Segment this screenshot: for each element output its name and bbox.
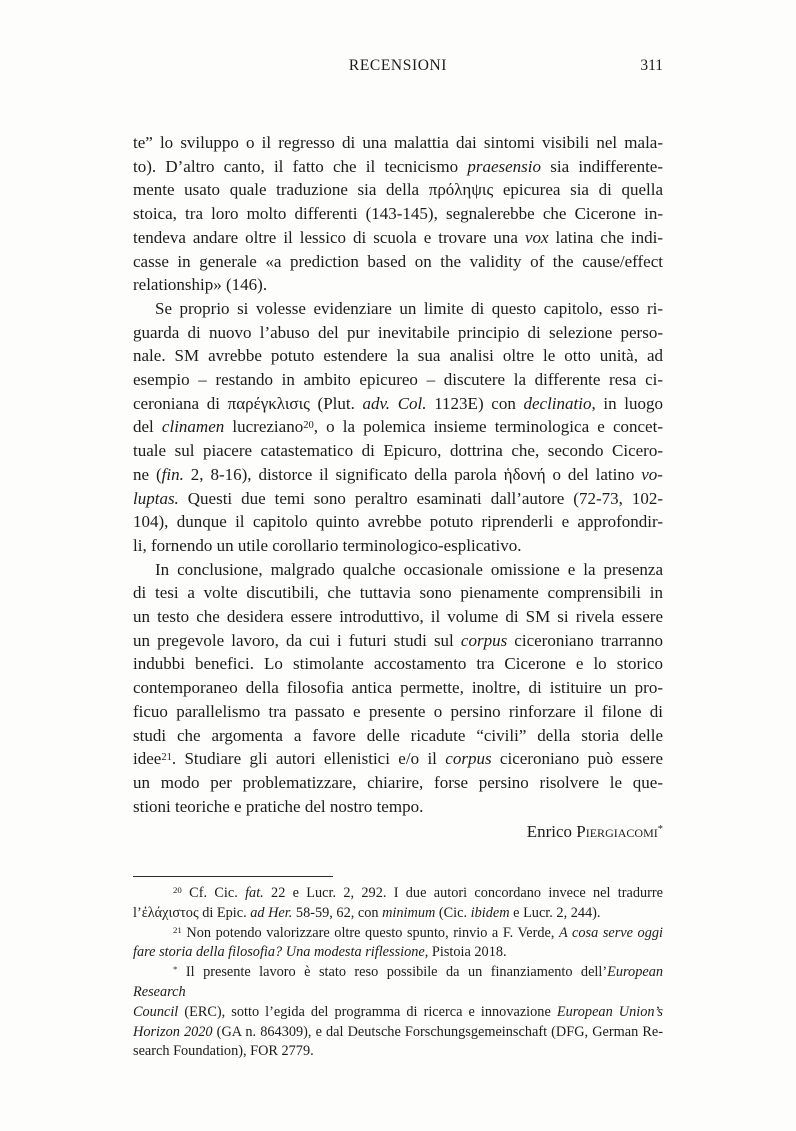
footnote-rule bbox=[133, 876, 333, 877]
text-run: ceroniana di παρέγκλισις (Plut. bbox=[133, 393, 363, 413]
text-line bbox=[133, 652, 663, 676]
text-line bbox=[133, 250, 663, 274]
italic-run: praesensio bbox=[467, 156, 542, 176]
text-run: sia indifferente- bbox=[541, 156, 664, 176]
text-run: l’ἐλάχιστος di Epic. bbox=[133, 904, 251, 921]
text-run: . Studiare gli autori ellenistici e/o il bbox=[171, 749, 446, 769]
text-run: stoica, tra loro molto differenti (143-145), segnalerebbe che Cicerone in- bbox=[133, 204, 663, 224]
text-line bbox=[133, 226, 663, 250]
text-run: mente usato quale traduzione sia della πρόληψις epicurea sia di quella bbox=[133, 180, 663, 200]
text-run: lucreziano bbox=[224, 417, 304, 437]
text-line bbox=[133, 202, 663, 226]
text-run: 22 e Lucr. 2, 292. I due autori concordano invece nel tradurre bbox=[263, 885, 663, 901]
footnote-line: * Il presente lavoro è stato reso possibile da un finanziamento dell’European Research bbox=[133, 964, 663, 1000]
text-run: di tesi a volte discutibili, che tuttavia sono pienamente comprensibili in bbox=[133, 583, 663, 603]
text-line: del clinamen lucreziano20, o la polemica insieme terminologica e concet- bbox=[133, 417, 663, 437]
italic-run: vox bbox=[524, 227, 549, 247]
text-run: tuale sul piacere catastematico di Epicuro, dottrina che, secondo Cicero- bbox=[133, 441, 663, 461]
italic-run: ad Her. bbox=[250, 904, 293, 921]
italic-run: European Union’s bbox=[556, 1003, 663, 1020]
italic-run: vo- bbox=[641, 464, 663, 484]
text-run: In conclusione, malgrado qualche occasionale omissione e la presenza bbox=[155, 559, 663, 579]
text-run: Non potendo valorizzare oltre questo spunto, rinvio a F. Verde, bbox=[181, 924, 560, 941]
running-head-title: RECENSIONI bbox=[348, 57, 448, 74]
text-run: contemporaneo della filosofia antica permette, inoltre, di istituire un pro- bbox=[133, 678, 663, 698]
text-run: stioni teoriche e pratiche del nostro tempo. bbox=[133, 796, 424, 816]
text-line bbox=[133, 463, 663, 487]
italic-run: corpus bbox=[460, 630, 508, 650]
text-run: Se proprio si volesse evidenziare un limite di questo capitolo, esso ri- bbox=[155, 298, 663, 318]
text-line bbox=[133, 629, 663, 653]
text-line bbox=[133, 131, 663, 155]
text-run: guarda di nuovo l’abuso del pur inevitabile principio di selezione perso- bbox=[133, 322, 663, 342]
text-line bbox=[133, 178, 663, 202]
italic-run: A cosa serve oggi bbox=[559, 924, 663, 941]
footnote-line bbox=[133, 1042, 663, 1062]
text-line bbox=[133, 558, 663, 582]
text-line bbox=[133, 344, 663, 368]
italic-run: adv. Col. bbox=[362, 393, 427, 413]
text-line bbox=[133, 439, 663, 463]
paragraph bbox=[133, 558, 663, 819]
text-run: nale. SM avrebbe potuto estendere la sua analisi oltre le otto unità, ad bbox=[133, 346, 663, 366]
text-run: Il presente lavoro è stato reso possibile da un finanziamento dell’ bbox=[177, 964, 608, 981]
italic-run: minimum bbox=[382, 904, 436, 921]
text-run: del bbox=[133, 417, 162, 437]
page-header bbox=[133, 57, 663, 79]
italic-run: corpus bbox=[445, 749, 492, 769]
text-run: studi che argomenta a favore delle ricadute “civili” della storia delle bbox=[133, 725, 663, 745]
text-run: indubbi benefici. Lo stimolante accostamento tra Cicerone e lo storico bbox=[133, 654, 663, 674]
text-line bbox=[133, 273, 663, 297]
text-line bbox=[133, 487, 663, 511]
text-run: un pregevole lavoro, da cui i futuri studi sul bbox=[133, 630, 461, 650]
text-run: idee bbox=[133, 749, 162, 769]
text-run: latina che indi- bbox=[548, 227, 663, 247]
italic-run: declinatio bbox=[523, 393, 592, 413]
text-run: e Lucr. 2, 244). bbox=[509, 904, 601, 921]
footnote-line bbox=[133, 1003, 663, 1023]
text-run: (Cic. bbox=[435, 904, 471, 921]
text-line: idee21. Studiare gli autori ellenistici e/o il corpus ciceroniano può essere bbox=[133, 749, 663, 769]
footnote-line bbox=[133, 943, 663, 963]
text-line bbox=[133, 297, 663, 321]
text-line bbox=[133, 605, 663, 629]
footnote bbox=[133, 963, 663, 1062]
footnote bbox=[133, 884, 663, 924]
text-line bbox=[133, 534, 663, 558]
italic-run: luptas. bbox=[133, 488, 179, 508]
text-line bbox=[133, 392, 663, 416]
text-run: ne ( bbox=[133, 464, 162, 484]
text-run: ciceroniano può essere bbox=[491, 749, 663, 769]
smallcaps-run: Piergiacomi bbox=[576, 822, 658, 841]
paragraph bbox=[133, 131, 663, 297]
text-line bbox=[133, 700, 663, 724]
text-line bbox=[133, 771, 663, 795]
italic-run: clinamen bbox=[161, 417, 225, 437]
text-run: te” lo sviluppo o il regresso di una malattia dai sintomi visibili nel mala- bbox=[133, 133, 663, 152]
footnote-line: 20 Cf. Cic. fat. 22 e Lucr. 2, 292. I due autori concordano invece nel tradurre bbox=[173, 885, 663, 901]
text-run: esempio – restando in ambito epicureo – discutere la differente resa ci- bbox=[133, 370, 663, 390]
text-run: Enrico bbox=[526, 822, 577, 841]
footnotes-block bbox=[133, 884, 663, 1062]
italic-run: fare storia della filosofia? Una modesta riflessione bbox=[133, 944, 425, 961]
page-number: 311 bbox=[640, 57, 663, 74]
text-block bbox=[133, 131, 663, 818]
text-run: 58-59, 62, con bbox=[292, 904, 383, 921]
text-run: 1123E) con bbox=[426, 393, 524, 413]
text-run: li, fornendo un utile corollario terminologico-esplicativo. bbox=[133, 535, 522, 555]
text-run: , in luogo bbox=[591, 393, 663, 413]
italic-run: ibidem bbox=[470, 904, 510, 921]
paragraph bbox=[133, 297, 663, 558]
footnote bbox=[133, 924, 663, 964]
text-run: un modo per problematizzare, chiarire, forse persino risolvere le que- bbox=[133, 772, 663, 792]
text-line bbox=[133, 795, 663, 819]
text-run: 104), dunque il capitolo quinto avrebbe potuto riprenderli e approfondir- bbox=[133, 512, 663, 532]
text-run: Cf. Cic. bbox=[181, 885, 246, 901]
text-run: , Pistoia 2018. bbox=[424, 944, 507, 961]
italic-run: Horizon 2020 bbox=[133, 1023, 213, 1040]
text-line bbox=[133, 724, 663, 748]
footnote-line: 21 Non potendo valorizzare oltre questo spunto, rinvio a F. Verde, A cosa serve oggi bbox=[173, 924, 663, 941]
text-line bbox=[133, 321, 663, 345]
text-line bbox=[133, 581, 663, 605]
text-run: (ERC), sotto l’egida del programma di ricerca e innovazione bbox=[178, 1003, 557, 1020]
text-run: relationship» (146). bbox=[133, 275, 268, 295]
text-run: Questi due temi sono peraltro esaminati dall’autore (72-73, 102- bbox=[178, 488, 663, 508]
text-run: to). D’altro canto, il fatto che il tecnicismo bbox=[133, 156, 468, 176]
text-run: , o la polemica insieme terminologica e concet- bbox=[313, 417, 663, 437]
text-run: casse in generale «a prediction based on the validity of the cause/effect bbox=[133, 251, 663, 271]
footnote-line bbox=[133, 904, 663, 924]
text-run: 2, 8-16), distorce il significato della parola ἡδονή o del latino bbox=[183, 464, 642, 484]
text-run: ciceroniano trarranno bbox=[507, 630, 663, 650]
text-run: un testo che desidera essere introduttivo, il volume di SM si rivela essere bbox=[133, 607, 663, 627]
signature: Enrico Piergiacomi* bbox=[526, 822, 663, 841]
text-run: tendeva andare oltre il lessico di scuola e trovare una bbox=[133, 227, 525, 247]
footnote-line bbox=[133, 1023, 663, 1043]
text-run: search Foundation), FOR 2779. bbox=[133, 1043, 314, 1060]
italic-run: Council bbox=[133, 1003, 179, 1020]
text-line bbox=[133, 368, 663, 392]
text-line bbox=[133, 155, 663, 179]
italic-run: fat. bbox=[245, 885, 264, 901]
italic-run: fin. bbox=[161, 464, 184, 484]
text-line bbox=[133, 510, 663, 534]
text-run: (GA n. 864309), e dal Deutsche Forschungsgemeinschaft (DFG, German Re- bbox=[212, 1023, 663, 1040]
text-line bbox=[133, 676, 663, 700]
text-run: ficuo parallelismo tra passato e presente o persino rinforzare il filone di bbox=[133, 701, 663, 721]
italic-run: European Research bbox=[133, 964, 663, 1000]
